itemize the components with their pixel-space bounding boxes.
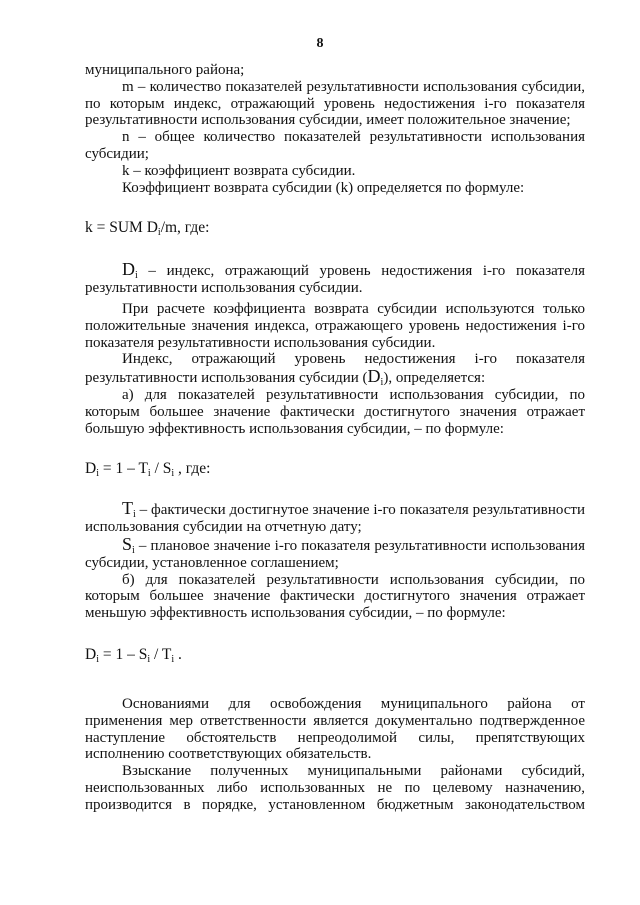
formula-a-tail: , где: <box>174 460 211 478</box>
formula-a-mid: = 1 – T <box>98 460 148 478</box>
paragraph-positive-values: При расчете коэффициента возврата субсидии используются только положительные значения индекса, отражающего уровень недостижения i-го показателя результативности использования субсидии. <box>85 300 585 351</box>
formula-a-sub3: i <box>171 468 175 480</box>
formula-b-sub1: i <box>96 653 99 665</box>
formula-b-sub2: i <box>147 653 151 665</box>
case-a: а) для показателей результативности использования субсидии, по которым большее значение фактически достигнутого значения отражает большую эффективность использования субсидии, – по формуле: <box>85 386 585 437</box>
formula-b-mid2: / T <box>150 645 172 663</box>
formula-k-tail: /m, где: <box>160 219 210 237</box>
symbol-d-inline-sub: i <box>380 377 384 389</box>
definition-si <box>85 533 585 572</box>
definition-ti <box>85 500 585 536</box>
formula-a-sub1: i <box>96 468 99 480</box>
formula-a-sub2: i <box>147 468 151 480</box>
formula-k <box>85 219 585 237</box>
paragraph-exemption: Основаниями для освобождения муниципального района от применения мер ответственности является документально подтвержденное наступление обстоятельств непреодолимой силы, препятствующих исполнению соответствующих обязательств. <box>85 695 585 763</box>
definition-k: k – коэффициент возврата субсидии. <box>122 162 356 179</box>
index-text-a: Индекс, отражающий уровень недостижения i-го показателя результативности использования субсидии ( <box>85 351 585 387</box>
formula-b-mid: = 1 – S <box>98 645 148 663</box>
definition-di <box>85 261 585 297</box>
formula-b-sub3: i <box>171 653 175 665</box>
formula-di-a <box>85 460 585 478</box>
page-number: 8 <box>316 36 324 51</box>
symbol-s: S <box>122 533 133 554</box>
symbol-s-sub: i <box>132 544 135 556</box>
symbol-t-sub: i <box>133 509 136 521</box>
case-b: б) для показателей результативности использования субсидии, по которым большее значение фактически достигнутого значения отражает меньшую эффективность использования субсидии, – по формуле: <box>85 571 585 622</box>
symbol-d-sub: i <box>135 270 138 282</box>
formula-di-b <box>85 646 585 664</box>
formula-k-main: k = SUM D <box>85 219 158 237</box>
symbol-d-inline: D <box>367 366 381 387</box>
formula-k-sub: i <box>157 227 161 239</box>
formula-a-mid2: / S <box>150 460 172 478</box>
symbol-t: T <box>122 498 133 519</box>
formula-b-d: D <box>85 645 97 663</box>
document-body <box>85 62 585 814</box>
formula-b-tail: . <box>174 645 182 663</box>
paragraph-index-defined <box>85 351 585 387</box>
definition-m: m – количество показателей результативности использования субсидии, по которым индекс, отражающий уровень недостижения i-го показателя результативности использования субсидии, имеет положительное значение; <box>85 78 585 129</box>
definition-si-text: – плановое значение i-го показателя результативности использования субсидии, установленное соглашением; <box>85 537 585 571</box>
definition-di-text: – индекс, отражающий уровень недостижения i-го показателя результативности использования субсидии. <box>85 263 585 297</box>
index-text-b: ), определяется: <box>383 370 486 387</box>
definition-ti-text: – фактически достигнутое значение i-го показателя результативности использования субсидии на отчетную дату; <box>85 502 585 536</box>
paragraph-continuation: муниципального района; <box>85 62 245 78</box>
formula-intro: Коэффициент возврата субсидии (k) определяется по формуле: <box>122 179 525 196</box>
definition-n: n – общее количество показателей результативности использования субсидии; <box>85 129 585 162</box>
symbol-d: D <box>122 259 135 280</box>
paragraph-recovery: Взыскание полученных муниципальными районами субсидий, неиспользованных либо использованных не по целевому назначению, производится в порядке, установленном бюджетным законодательством <box>85 763 585 813</box>
formula-a-d: D <box>85 460 97 478</box>
